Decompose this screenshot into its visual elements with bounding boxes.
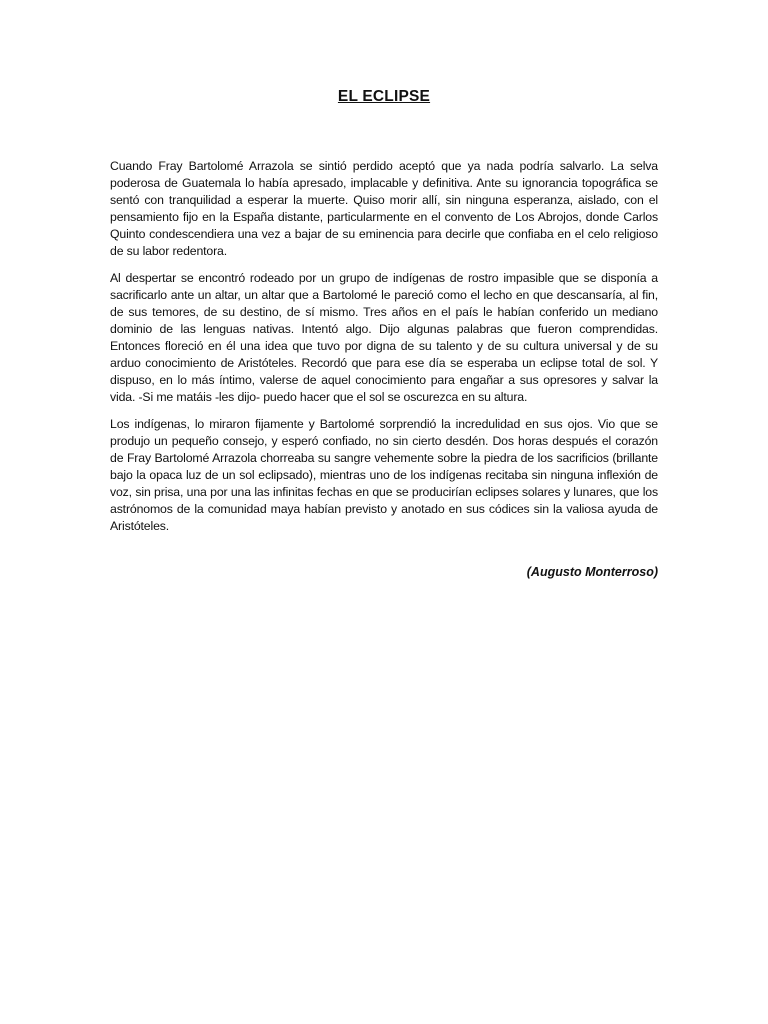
paragraph-1: Cuando Fray Bartolomé Arrazola se sintió perdido aceptó que ya nada podría salvarlo. La selva poderosa de Guatemala lo había apresado, implacable y definitiva. Ante su ignorancia topográfica se sentó con tranquilidad a esperar la muerte. Quiso morir allí, sin ninguna esperanza, aislado, con el pensamiento fijo en la España distante, particularmente en el convento de Los Abrojos, donde Carlos Quinto condescendiera una vez a bajar de su eminencia para decirle que confiaba en el celo religioso de su labor redentora. <box>110 159 658 258</box>
paragraph-2: Al despertar se encontró rodeado por un grupo de indígenas de rostro impasible que se disponía a sacrificarlo ante un altar, un altar que a Bartolomé le pareció como el lecho en que descansaría, al fin, de sus temores, de su destino, de sí mismo. Tres años en el país le habían conferido un mediano dominio de las lenguas nativas. Intentó algo. Dijo algunas palabras que fueron comprendidas. Entonces floreció en él una idea que tuvo por digna de su talento y de su cultura universal y de su arduo conocimiento de Aristóteles. Recordó que para ese día se esperaba un eclipse total de sol. Y dispuso, en lo más íntimo, valerse de aquel conocimiento para engañar a sus opresores y salvar la vida. -Si me matáis -les dijo- puedo hacer que el sol se oscurezca en su altura. <box>110 271 658 404</box>
document-page <box>110 88 658 579</box>
paragraph-3: Los indígenas, lo miraron fijamente y Bartolomé sorprendió la incredulidad en sus ojos. Vio que se produjo un pequeño consejo, y esperó confiado, no sin cierto desdén. Dos horas después el corazón de Fray Bartolomé Arrazola chorreaba su sangre vehemente sobre la piedra de los sacrificios (brillante bajo la opaca luz de un sol eclipsado), mientras uno de los indígenas recitaba sin ninguna inflexión de voz, sin prisa, una por una las infinitas fechas en que se producirían eclipses solares y lunares, que los astrónomos de la comunidad maya habían previsto y anotado en sus códices sin la valiosa ayuda de Aristóteles. <box>110 417 658 533</box>
document-title: EL ECLIPSE <box>337 88 431 105</box>
author-signature: (Augusto Monterroso) <box>526 565 658 579</box>
